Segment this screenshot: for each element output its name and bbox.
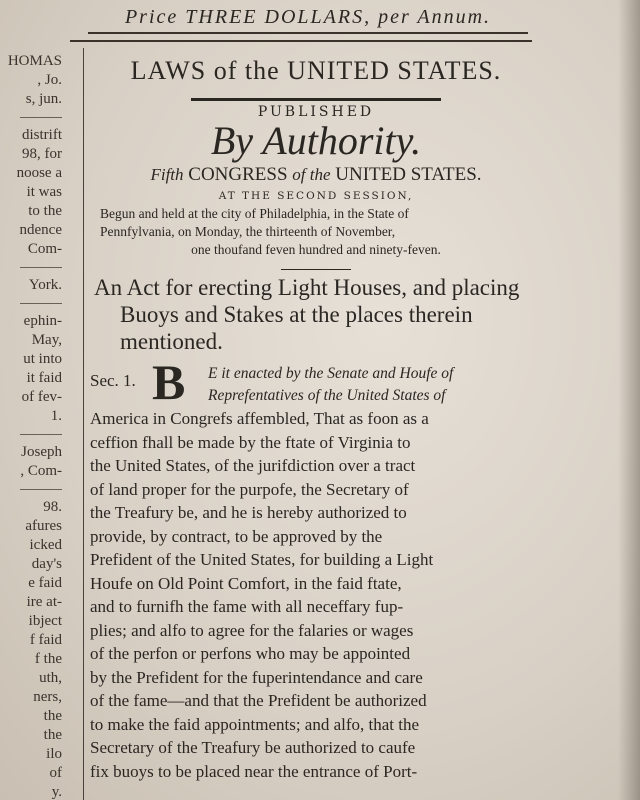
- left-column-line: Com-: [27, 241, 62, 257]
- congress-of-the: of the: [292, 165, 331, 184]
- left-column-line: , Jo.: [37, 72, 62, 88]
- body-line: Houfe on Old Point Comfort, in the faid ftate,: [90, 573, 402, 593]
- laws-heading: LAWS of the UNITED STATES.: [130, 56, 502, 85]
- body-line: plies; and alfo to agree for the falaries or wages: [90, 620, 414, 640]
- section-label: Sec. 1.: [90, 371, 136, 390]
- left-column-line: of fev-: [21, 389, 62, 405]
- left-column-line: f faid: [29, 632, 62, 648]
- body-line: the Treafury be, and he is hereby authorized to: [90, 503, 407, 522]
- left-column-line: 98.: [43, 499, 62, 515]
- body-line: America in Congrefs affembled, That as foon as a: [90, 409, 429, 428]
- left-column-line: the: [43, 708, 62, 724]
- left-column-line: s, jun.: [25, 91, 62, 107]
- left-column-line: noose a: [16, 165, 62, 181]
- body-line: provide, by contract, to be approved by the: [90, 526, 383, 546]
- left-column-line: HOMAS: [7, 53, 62, 69]
- body-line: of land proper for the purpofe, the Secretary of: [90, 479, 409, 499]
- begun-paragraph: [100, 205, 532, 259]
- left-column-line: ilo: [46, 746, 62, 762]
- drop-cap: B: [152, 354, 186, 410]
- left-column-line: ners,: [33, 689, 62, 705]
- body-line: by the Prefident for the fuperintendance and care: [90, 667, 423, 687]
- section-opening: [90, 354, 542, 410]
- left-column-line: it faid: [26, 370, 62, 386]
- price-masthead: Price THREE DOLLARS, per Annum.: [88, 0, 528, 34]
- body-line: ceffion fhall be made by the ftate of Virginia to: [90, 432, 411, 452]
- left-column-rule: [20, 117, 62, 118]
- heading-rule: [191, 98, 441, 101]
- begun-line: one thoufand feven hundred and ninety-feven.: [191, 242, 441, 257]
- body-line: Secretary of the Treafury be authorized to caufe: [90, 738, 416, 757]
- left-column-line: icked: [29, 537, 62, 553]
- left-column-line: 98, for: [22, 146, 62, 162]
- left-column-rule: [20, 303, 62, 304]
- left-column-line: , Com-: [20, 463, 62, 479]
- main-column: [90, 50, 542, 783]
- left-column-line: of: [49, 765, 62, 781]
- left-column-line: y.: [51, 784, 62, 800]
- left-column-line: 1.: [50, 408, 62, 424]
- left-column-line: ut into: [23, 351, 62, 367]
- left-column-line: to the: [28, 203, 62, 219]
- body-line: of the fame—and that the Prefident be authorized: [90, 691, 427, 710]
- left-column-line: ndence: [19, 222, 62, 238]
- left-column-line: Joseph: [21, 444, 62, 460]
- congress-fifth: Fifth: [150, 165, 184, 184]
- left-column-line: York.: [28, 277, 62, 293]
- body-line: of the perfon or perfons who may be appointed: [90, 644, 411, 663]
- congress-word: CONGRESS: [188, 164, 288, 185]
- enacting-line: E it enacted by the Senate and Houfe of: [208, 365, 454, 382]
- page-edge-shadow: [618, 0, 640, 800]
- by-authority-heading: By Authority.: [210, 118, 422, 163]
- left-column-rule: [20, 489, 62, 490]
- congress-line: [90, 163, 542, 187]
- enacting-clause: [208, 363, 542, 407]
- left-column-line: May,: [31, 332, 62, 348]
- left-column-fragment: [0, 52, 62, 800]
- begun-line: Begun and held at the city of Philadelphia, in the State of: [100, 206, 409, 221]
- body-line: the United States, of the jurifdiction over a tract: [90, 456, 416, 475]
- enacting-line: Reprefentatives of the United States of: [208, 387, 446, 404]
- congress-united-states: UNITED STATES.: [335, 164, 482, 185]
- left-column-rule: [20, 434, 62, 435]
- body-line: and to furnifh the fame with all neceffary fup-: [90, 597, 404, 616]
- left-column-line: afures: [25, 518, 62, 534]
- left-column-line: day's: [31, 556, 62, 572]
- session-label: AT THE SECOND SESSION,: [218, 190, 414, 202]
- masthead-rule: [70, 40, 532, 42]
- left-column-line: ire at-: [26, 594, 62, 610]
- left-column-line: it was: [26, 184, 62, 200]
- column-divider: [83, 48, 84, 800]
- body-line: to make the faid appointments; and alfo, that the: [90, 714, 420, 734]
- left-column-line: the: [43, 727, 62, 743]
- section-rule: [281, 269, 351, 270]
- begun-line: Pennfylvania, on Monday, the thirteenth of November,: [100, 224, 396, 239]
- body-line: fix buoys to be placed near the entrance of Port-: [90, 761, 418, 781]
- published-label: PUBLISHED: [257, 104, 375, 120]
- left-column-line: distrift: [22, 127, 62, 143]
- left-column-line: e faid: [28, 575, 62, 591]
- left-column-line: uth,: [39, 670, 62, 686]
- left-column-line: ephin-: [23, 313, 62, 329]
- left-column-line: f the: [34, 651, 62, 667]
- act-body: [90, 407, 542, 783]
- left-column-line: ibject: [28, 613, 62, 629]
- left-column-rule: [20, 267, 62, 268]
- act-title: An Act for erecting Light Houses, and placing Buoys and Stakes at the places therein mentioned.: [94, 275, 520, 354]
- body-line: Prefident of the United States, for building a Light: [90, 550, 434, 569]
